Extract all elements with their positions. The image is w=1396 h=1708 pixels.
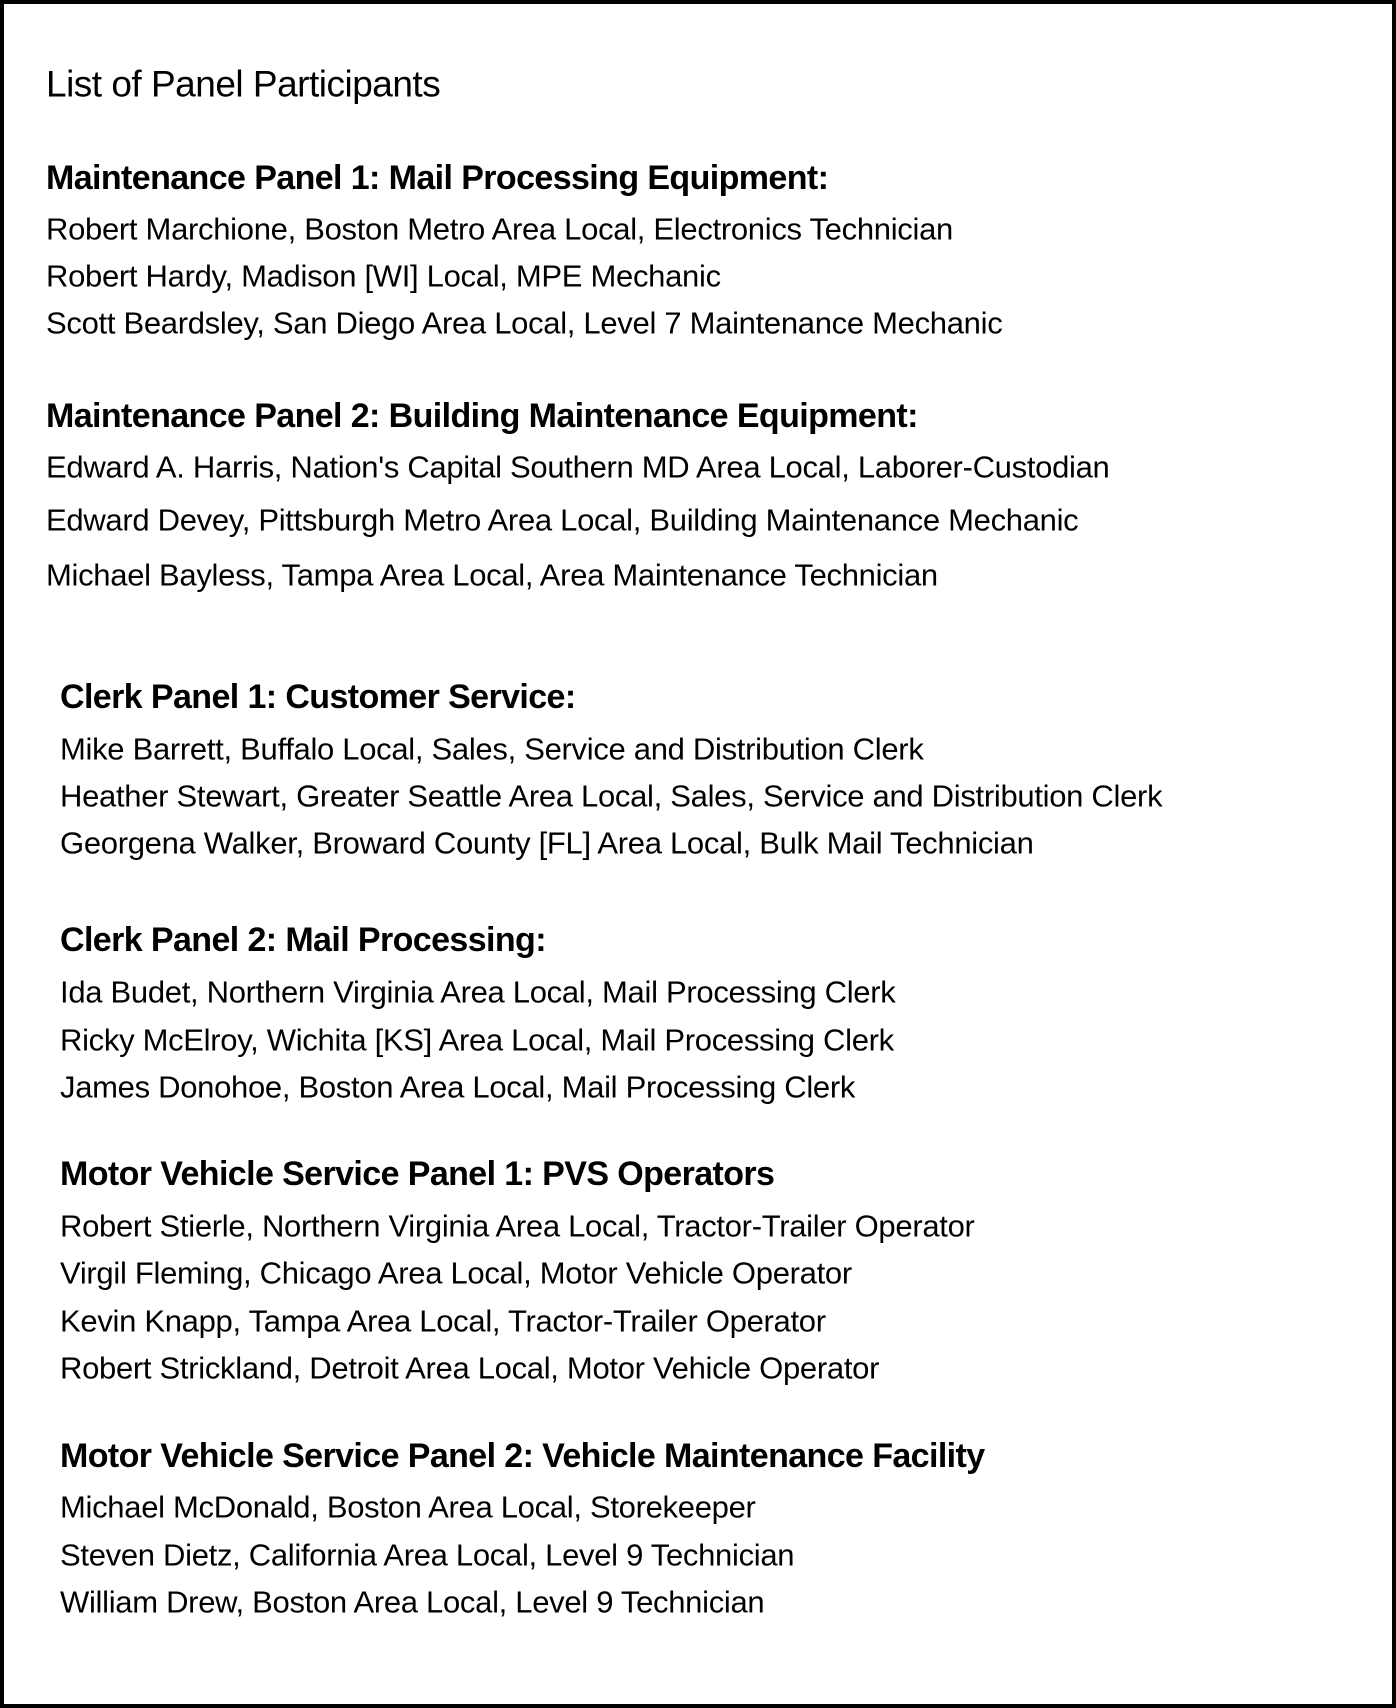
participant-item: Edward A. Harris, Nation's Capital Southern MD Area Local, Laborer-Custodian [46, 449, 1110, 485]
participant-item: Michael McDonald, Boston Area Local, Storekeeper [60, 1489, 756, 1525]
participant-item: William Drew, Boston Area Local, Level 9 Technician [60, 1584, 765, 1620]
section-heading: Clerk Panel 2: Mail Processing: [60, 921, 546, 959]
participant-item: James Donohoe, Boston Area Local, Mail Processing Clerk [60, 1069, 856, 1105]
participant-item: Virgil Fleming, Chicago Area Local, Motor Vehicle Operator [60, 1255, 852, 1291]
participant-item: Edward Devey, Pittsburgh Metro Area Local, Building Maintenance Mechanic [46, 502, 1079, 538]
participant-item: Ricky McElroy, Wichita [KS] Area Local, Mail Processing Clerk [60, 1022, 894, 1058]
participant-item: Michael Bayless, Tampa Area Local, Area Maintenance Technician [46, 557, 938, 593]
section-heading: Maintenance Panel 2: Building Maintenance Equipment: [46, 397, 918, 435]
participant-item: Ida Budet, Northern Virginia Area Local, Mail Processing Clerk [60, 974, 896, 1010]
participant-item: Scott Beardsley, San Diego Area Local, Level 7 Maintenance Mechanic [46, 305, 1003, 341]
participant-item: Mike Barrett, Buffalo Local, Sales, Service and Distribution Clerk [60, 731, 924, 767]
section-heading: Motor Vehicle Service Panel 2: Vehicle Maintenance Facility [60, 1437, 985, 1475]
section-heading: Maintenance Panel 1: Mail Processing Equipment: [46, 159, 829, 197]
participant-item: Steven Dietz, California Area Local, Level 9 Technician [60, 1537, 795, 1573]
participant-item: Robert Stierle, Northern Virginia Area Local, Tractor-Trailer Operator [60, 1208, 975, 1244]
participant-item: Kevin Knapp, Tampa Area Local, Tractor-Trailer Operator [60, 1303, 826, 1339]
page-title: List of Panel Participants [46, 63, 441, 105]
participant-item: Heather Stewart, Greater Seattle Area Local, Sales, Service and Distribution Clerk [60, 778, 1163, 814]
participant-item: Georgena Walker, Broward County [FL] Area Local, Bulk Mail Technician [60, 825, 1034, 861]
participant-item: Robert Strickland, Detroit Area Local, Motor Vehicle Operator [60, 1350, 880, 1386]
participant-item: Robert Hardy, Madison [WI] Local, MPE Mechanic [46, 258, 721, 294]
section-heading: Motor Vehicle Service Panel 1: PVS Operators [60, 1155, 775, 1193]
section-heading: Clerk Panel 1: Customer Service: [60, 678, 576, 716]
participant-item: Robert Marchione, Boston Metro Area Local, Electronics Technician [46, 211, 953, 247]
